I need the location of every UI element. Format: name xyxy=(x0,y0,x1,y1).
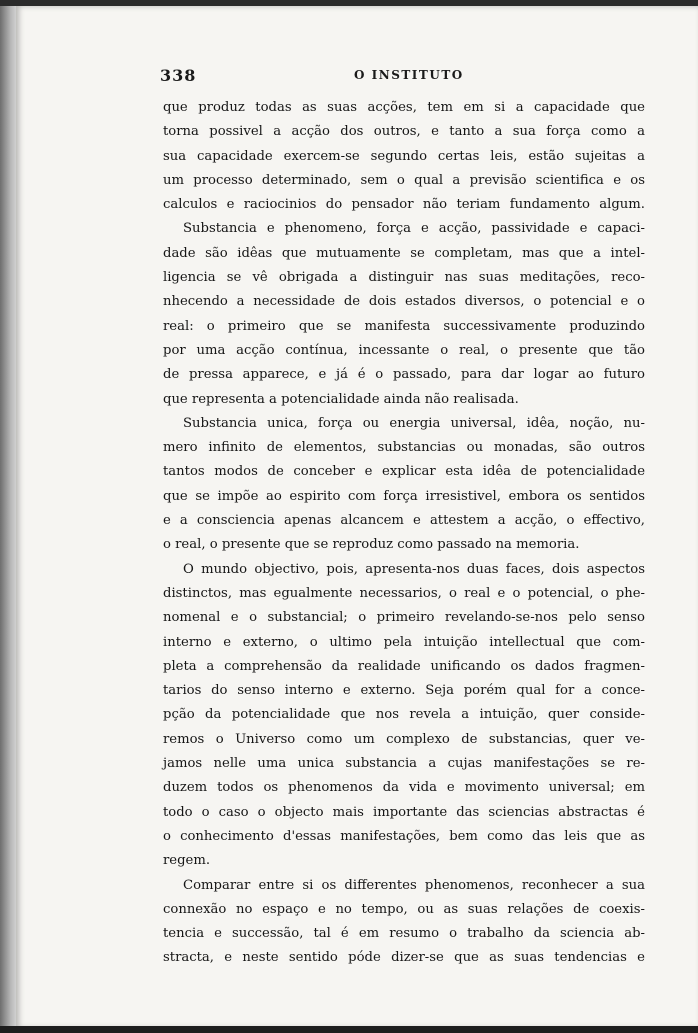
text-line: de pressa apparece, e já é o passado, para dar logar ao futuro xyxy=(163,367,645,383)
text-line: todo o caso o objecto mais importante das sciencias abstractas é xyxy=(163,804,645,820)
text-line: tarios do senso interno e externo. Seja porém qual for a conce- xyxy=(163,683,645,699)
paragraph-end-line: o real, o presente que se reproduz como passado na memoria. xyxy=(163,537,580,553)
running-title: O INSTITUTO xyxy=(354,68,464,82)
text-line: jamos nelle uma unica substancia a cujas manifestações se re- xyxy=(163,756,645,772)
text-line: mero infinito de elementos, substancias ou monadas, são outros xyxy=(163,440,645,456)
text-line: e a consciencia apenas alcancem e attestem a acção, o effectivo, xyxy=(163,513,645,529)
scan-bottom-border xyxy=(0,1026,698,1033)
body-text xyxy=(163,96,645,971)
text-line: nhecendo a necessidade de dois estados diversos, o potencial e o xyxy=(163,294,645,310)
text-line: dade são idêas que mutuamente se completam, mas que a intel- xyxy=(163,245,645,261)
text-line: stracta, e neste sentido póde dizer-se que as suas tendencias e xyxy=(163,950,645,966)
text-line: nomenal e o substancial; o primeiro revelando-se-nos pelo senso xyxy=(163,610,645,626)
text-line: o conhecimento d'essas manifestações, bem como das leis que as xyxy=(163,828,645,844)
text-line: pção da potencialidade que nos revela a intuição, quer conside- xyxy=(163,707,645,723)
paragraph-end-line: regem. xyxy=(163,853,211,869)
text-line: pleta a comprehensão da realidade unificando os dados fragmen- xyxy=(163,658,645,674)
text-line: interno e externo, o ultimo pela intuição intellectual que com- xyxy=(163,634,645,650)
text-line: que se impõe ao espirito com força irresistivel, embora os sentidos xyxy=(163,488,645,504)
paragraph-end-line: que representa a potencialidade ainda não realisada. xyxy=(163,391,519,407)
text-line: tencia e successão, tal é em resumo o trabalho da sciencia ab- xyxy=(163,926,645,942)
paragraph-start-line: Substancia e phenomeno, força e acção, passividade e capaci- xyxy=(183,221,645,237)
paragraph-start-line: Comparar entre si os differentes phenomenos, reconhecer a sua xyxy=(183,877,645,893)
text-line: sua capacidade exercem-se segundo certas leis, estão sujeitas a xyxy=(163,148,645,164)
text-line: por uma acção contínua, incessante o real, o presente que tão xyxy=(163,342,645,358)
text-line: ligencia se vê obrigada a distinguir nas suas meditações, reco- xyxy=(163,270,645,286)
running-header xyxy=(160,66,644,88)
text-line: duzem todos os phenomenos da vida e movimento universal; em xyxy=(163,780,645,796)
text-line: torna possivel a acção dos outros, e tanto a sua força como a xyxy=(163,124,645,140)
text-line: que produz todas as suas acções, tem em si a capacidade que xyxy=(163,100,645,115)
text-line: real: o primeiro que se manifesta successivamente produzindo xyxy=(163,318,645,334)
text-line: calculos e raciocinios do pensador não teriam fundamento algum. xyxy=(163,197,645,213)
text-line: remos o Universo como um complexo de substancias, quer ve- xyxy=(163,731,645,747)
paragraph-start-line: Substancia unica, força ou energia universal, idêa, noção, nu- xyxy=(183,415,645,431)
text-line: distinctos, mas egualmente necessarios, o real e o potencial, o phe- xyxy=(163,585,645,601)
paragraph-start-line: O mundo objectivo, pois, apresenta-nos duas faces, dois aspectos xyxy=(183,561,645,577)
text-line: um processo determinado, sem o qual a previsão scientifica e os xyxy=(163,172,645,188)
text-line: tantos modos de conceber e explicar esta idêa de potencialidade xyxy=(163,464,645,480)
page-number: 338 xyxy=(160,66,197,85)
text-line: connexão no espaço e no tempo, ou as suas relações de coexis- xyxy=(163,901,645,917)
